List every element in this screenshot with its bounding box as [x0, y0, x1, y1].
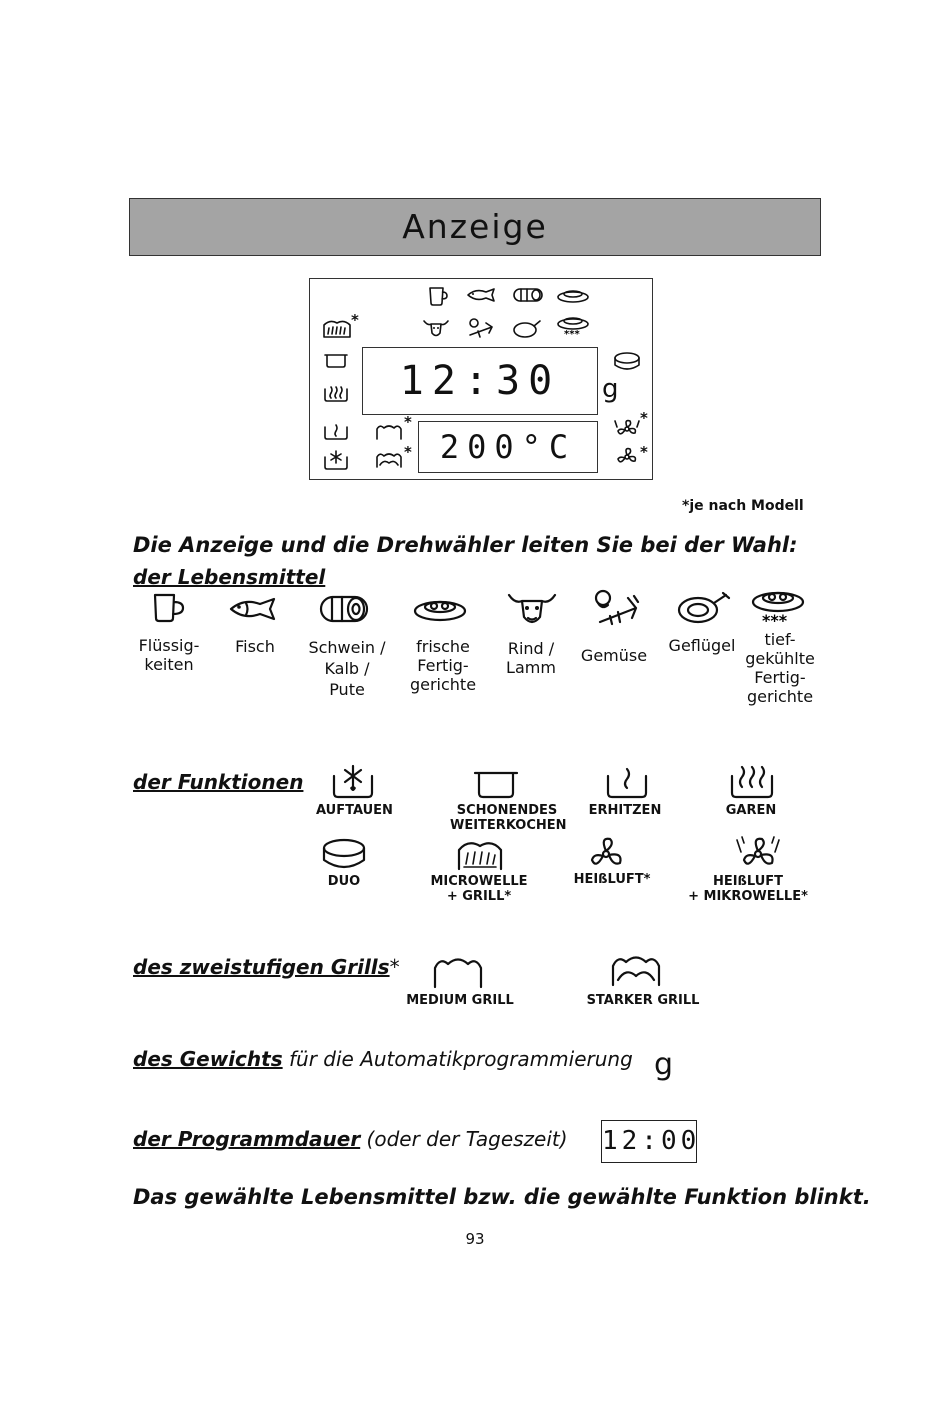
page-title: Anzeige — [402, 207, 548, 246]
duo-icon — [320, 838, 368, 874]
fish-icon — [466, 287, 498, 303]
food-label: Rind / Lamm — [506, 639, 556, 677]
function-label: ERHITZEN — [588, 803, 662, 818]
grill-heading-row — [133, 955, 400, 979]
intro-heading: Die Anzeige und die Drehwähler leiten Sie bei der Wahl: — [133, 533, 798, 557]
title-bar — [129, 198, 821, 256]
cook-icon — [322, 383, 350, 403]
weight-unit: g — [602, 374, 619, 404]
weight-symbol: g — [654, 1047, 674, 1082]
food-label: Gemüse — [580, 646, 648, 665]
food-label: Schwein / Kalb / Pute — [308, 638, 386, 699]
food-label: Geflügel — [668, 636, 736, 655]
functions-heading: der Funktionen — [133, 770, 304, 794]
duo-icon — [612, 351, 642, 373]
defrost-icon — [330, 764, 376, 800]
svg-text:***: *** — [564, 329, 580, 340]
cook-icon — [728, 764, 776, 800]
fan-icon — [612, 445, 642, 469]
closing-text: Das gewählte Lebensmittel bzw. die gewählte Funktion blinkt. — [133, 1185, 871, 1209]
function-label: HEIßLUFT* — [573, 872, 651, 887]
reheat-icon — [604, 766, 650, 800]
star-mark: * — [640, 443, 648, 461]
fan-microwave-icon — [612, 417, 642, 441]
poultry-icon — [512, 317, 544, 339]
star-mark: * — [640, 409, 648, 427]
ready-meal-icon — [556, 287, 590, 303]
duration-heading: der Programmdauer — [133, 1127, 361, 1151]
function-label: AUFTAUEN — [316, 803, 393, 818]
microwave-grill-icon — [322, 317, 352, 339]
weight-text: für die Automatikprogrammierung — [282, 1047, 633, 1071]
display-panel — [309, 278, 653, 480]
fish-icon — [228, 596, 278, 622]
cow-icon — [422, 317, 450, 339]
star-mark: * — [389, 955, 400, 979]
strong-grill-icon — [610, 950, 662, 988]
gentle-cook-icon — [472, 768, 520, 800]
frozen-meal-icon — [750, 588, 806, 628]
gentle-cook-icon — [322, 351, 350, 369]
roast-icon — [512, 287, 544, 303]
fan-icon — [586, 834, 626, 874]
strong-grill-icon — [374, 449, 404, 469]
roast-icon — [318, 594, 370, 624]
function-label: GAREN — [725, 803, 777, 818]
weight-row — [133, 1047, 633, 1071]
strong-grill-label: STARKER GRILL — [586, 993, 700, 1008]
weight-heading: des Gewichts — [133, 1047, 283, 1071]
duration-display: 12:00 — [601, 1120, 697, 1163]
cow-icon — [506, 590, 558, 628]
function-label: SCHONENDES WEITERKOCHEN — [450, 803, 567, 833]
function-label: MICROWELLE + GRILL* — [430, 874, 528, 904]
cup-icon — [428, 285, 448, 307]
star-mark: * — [404, 413, 412, 431]
vegetables-icon — [466, 317, 498, 339]
duration-text: (oder der Tageszeit) — [360, 1127, 568, 1151]
food-heading: der Lebensmittel — [133, 565, 326, 589]
page-number: 93 — [465, 1230, 485, 1248]
medium-grill-icon — [374, 421, 404, 441]
svg-text:***: *** — [762, 611, 788, 630]
food-label: tief- gekühlte Fertig- gerichte — [745, 630, 815, 706]
vegetables-icon — [590, 588, 646, 628]
fan-microwave-icon — [734, 834, 782, 874]
medium-grill-label: MEDIUM GRILL — [406, 993, 514, 1008]
ready-meal-icon — [412, 596, 468, 624]
temperature-display: 200°C — [418, 421, 598, 473]
star-mark: * — [351, 311, 359, 329]
duration-row — [133, 1127, 568, 1151]
food-label: frische Fertig- gerichte — [409, 637, 477, 694]
function-label: DUO — [327, 874, 361, 889]
frozen-meal-icon — [556, 315, 590, 339]
microwave-grill-icon — [456, 836, 504, 872]
defrost-icon — [322, 449, 350, 471]
star-mark: * — [404, 443, 412, 461]
function-label: HEIßLUFT + MIKROWELLE* — [688, 874, 808, 904]
cup-icon — [152, 592, 186, 624]
food-label: Flüssig- keiten — [138, 636, 200, 674]
reheat-icon — [322, 421, 350, 441]
poultry-icon — [676, 590, 732, 626]
time-display: 12:30 — [362, 347, 598, 415]
medium-grill-icon — [432, 952, 484, 990]
footnote: *je nach Modell — [682, 498, 804, 514]
grill-heading: des zweistufigen Grills — [133, 955, 390, 979]
food-label: Fisch — [235, 637, 275, 656]
